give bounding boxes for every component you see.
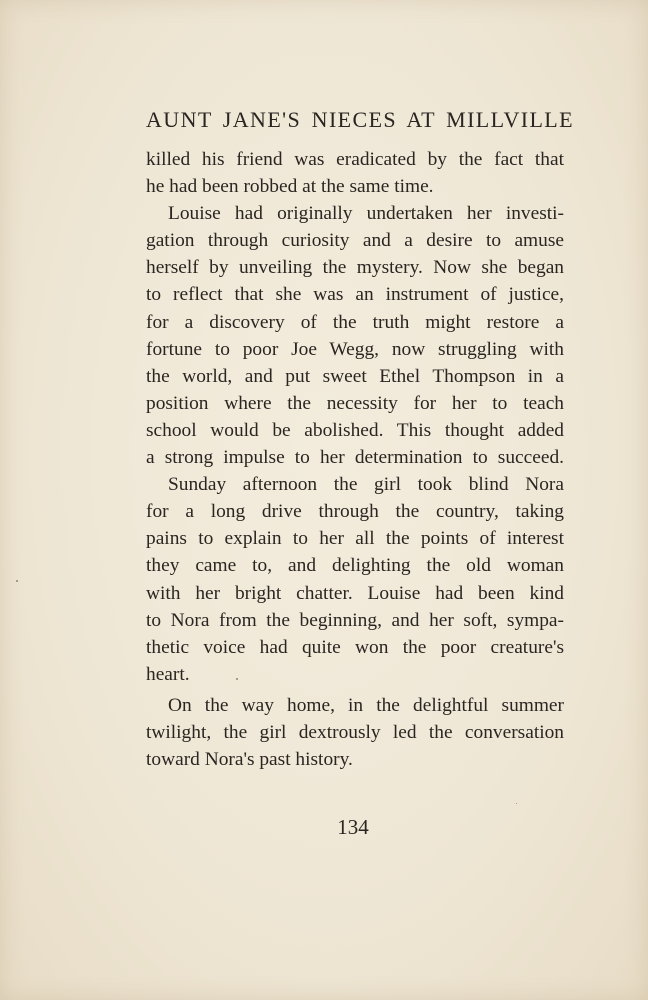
text-line-8: fortune to poor Joe Wegg, now struggling with xyxy=(146,338,564,360)
text-line-2: he had been robbed at the same time. xyxy=(146,176,434,198)
text-line-1: killed his friend was eradicated by the fact that xyxy=(146,149,564,170)
text-line-13: Sunday afternoon the girl took blind Nora xyxy=(168,474,564,496)
text-line-5: herself by unveiling the mystery. Now she began xyxy=(146,257,564,279)
page-body xyxy=(146,146,564,773)
text-line-11: school would be abolished. This thought added xyxy=(146,419,564,441)
paper-speck xyxy=(516,803,517,804)
text-line-12: a strong impulse to her determination to succeed. xyxy=(146,447,564,469)
text-line-6: to reflect that she was an instrument of justice, xyxy=(146,284,564,306)
text-line-4: gation through curiosity and a desire to amuse xyxy=(146,230,564,252)
text-line-16: they came to, and delighting the old woman xyxy=(146,555,564,577)
text-line-10: position where the necessity for her to teach xyxy=(146,392,564,414)
text-line-18: to Nora from the beginning, and her soft, sympa- xyxy=(146,609,564,631)
text-line-19: thetic voice had quite won the poor creature's xyxy=(146,636,564,658)
running-head: AUNT JANE'S NIECES AT MILLVILLE xyxy=(146,107,574,132)
text-line-9: the world, and put sweet Ethel Thompson in a xyxy=(146,365,564,387)
text-line-7: for a discovery of the truth might restore a xyxy=(146,311,564,333)
text-line-20: heart. xyxy=(146,663,190,685)
paper-speck xyxy=(236,678,238,680)
text-line-22: twilight, the girl dextrously led the conversation xyxy=(146,721,564,743)
text-line-15: pains to explain to her all the points of interest xyxy=(146,528,564,550)
text-line-3: Louise had originally undertaken her investi- xyxy=(168,203,564,225)
text-line-14: for a long drive through the country, taking xyxy=(146,501,564,523)
paper-speck xyxy=(16,580,18,582)
text-line-17: with her bright chatter. Louise had been kind xyxy=(146,582,564,604)
text-line-21: On the way home, in the delightful summer xyxy=(168,694,564,716)
text-line-23: toward Nora's past history. xyxy=(146,749,353,771)
page-number: 134 xyxy=(337,815,369,839)
